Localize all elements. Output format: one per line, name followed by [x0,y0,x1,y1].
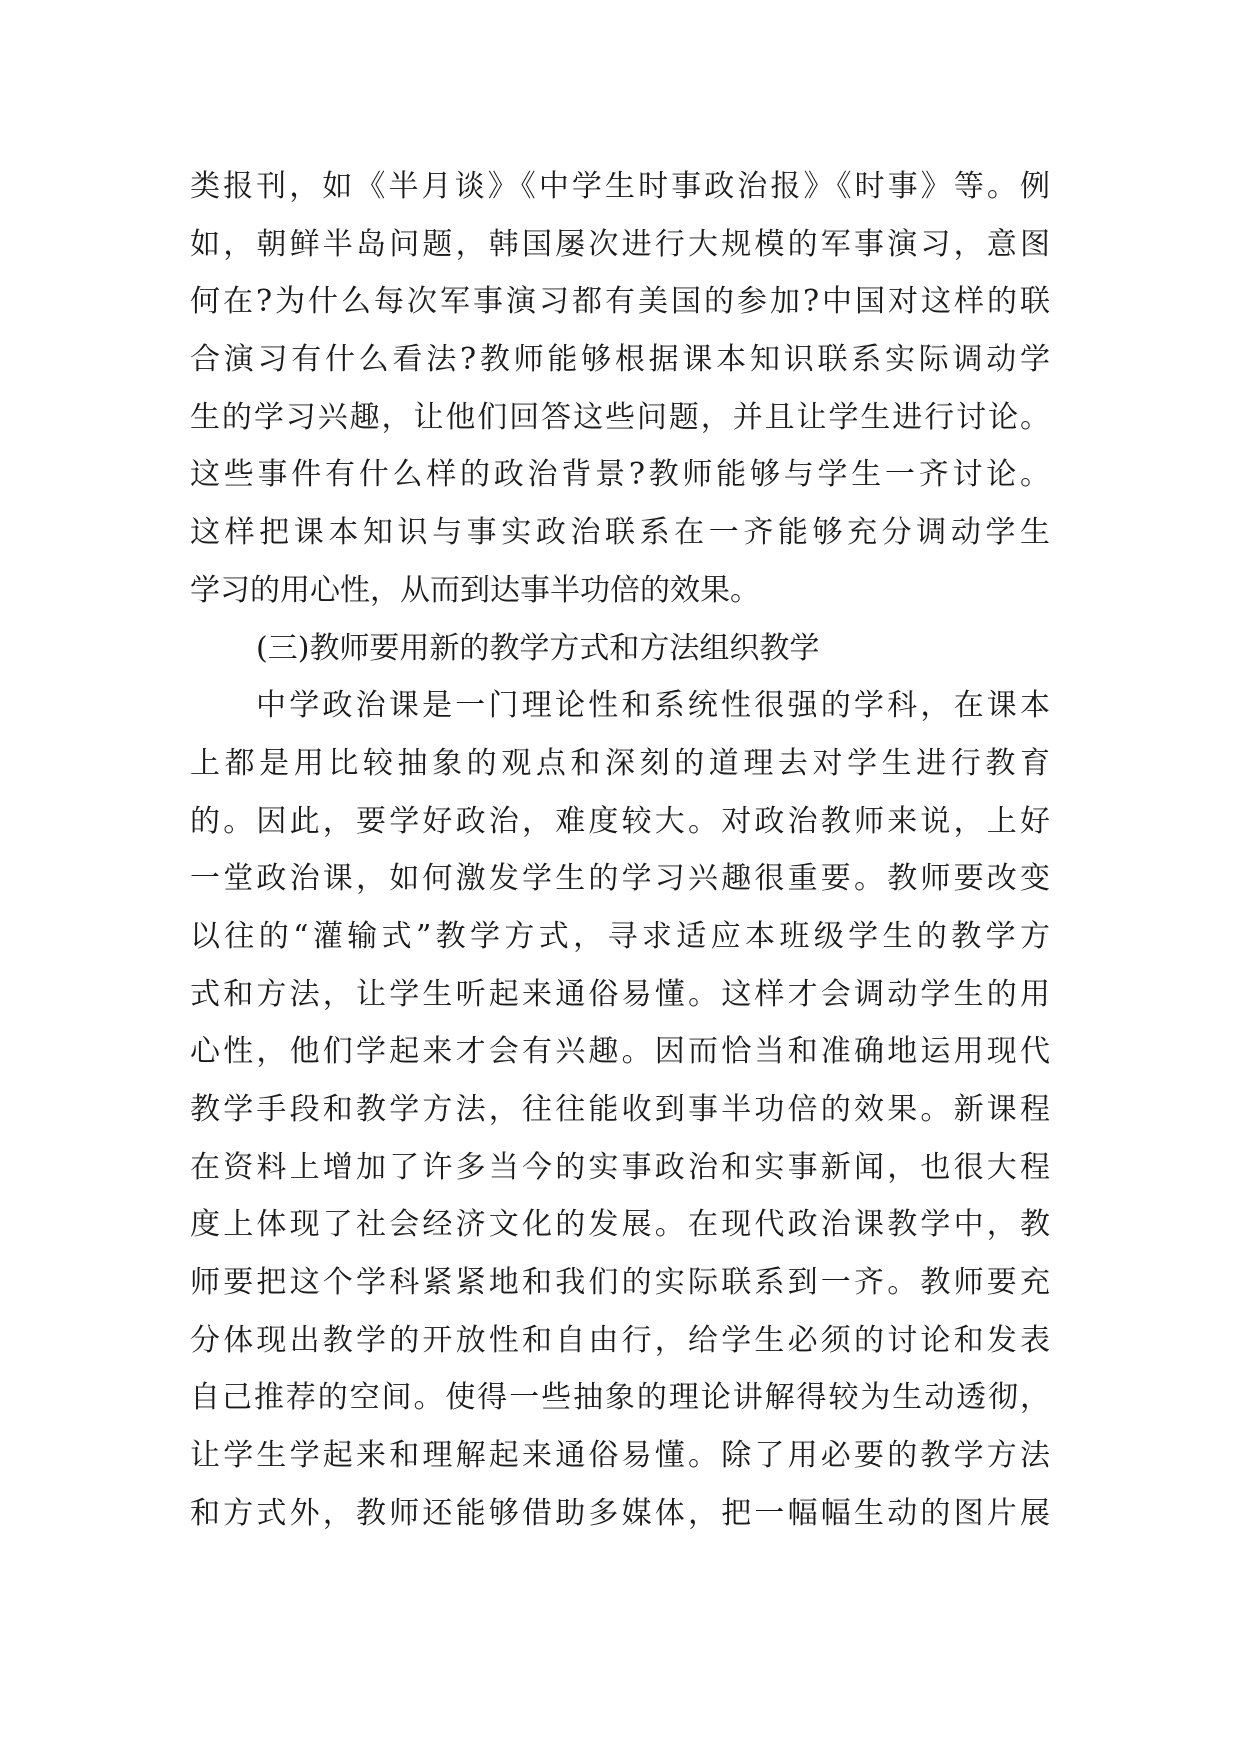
text-line-5: 生的学习兴趣，让他们回答这些问题，并且让学生进行讨论。 [190,399,1050,435]
text-line-11: 上都是用比较抽象的观点和深刻的道理去对学生进行教育 [190,745,1050,781]
text-line-23: 让学生学起来和理解起来通俗易懂。除了用必要的教学方法 [190,1438,1050,1474]
text-line-2: 如，朝鲜半岛问题，韩国屡次进行大规模的军事演习，意图 [190,226,1050,262]
text-line-4: 合演习有什么看法?教师能够根据课本知识联系实际调动学 [190,342,1050,378]
text-line-17: 教学手段和教学方法，往往能收到事半功倍的效果。新课程 [190,1092,1050,1127]
text-line-13: 一堂政治课，如何激发学生的学习兴趣很重要。教师要改变 [190,861,1050,897]
text-line-24: 和方式外，教师还能够借助多媒体，把一幅幅生动的图片展 [190,1495,1050,1531]
text-line-22: 自己推荐的空间。使得一些抽象的理论讲解得较为生动透彻， [190,1380,1050,1416]
text-line-6: 这些事件有什么样的政治背景?教师能够与学生一齐讨论。 [190,457,1050,493]
text-line-16: 心性，他们学起来才会有兴趣。因而恰当和准确地运用现代 [190,1034,1050,1070]
text-line-8: 学习的用心性，从而到达事半功倍的效果。 [190,572,760,608]
text-line-14: 以往的“灌输式”教学方式，寻求适应本班级学生的教学方 [190,918,1050,954]
text-line-20: 师要把这个学科紧紧地和我们的实际联系到一齐。教师要充 [190,1265,1050,1301]
body-text [190,158,1050,1543]
text-line-19: 度上体现了社会经济文化的发展。在现代政治课教学中，教 [190,1207,1050,1243]
text-line-12: 的。因此，要学好政治，难度较大。对政治教师来说，上好 [190,803,1050,839]
section-heading: (三)教师要用新的教学方式和方法组织教学 [256,630,820,666]
text-line-7: 这样把课本知识与事实政治联系在一齐能够充分调动学生 [190,515,1050,551]
text-line-1: 类报刊，如《半月谈》《中学生时事政治报》《时事》等。例 [190,169,1050,204]
text-line-18: 在资料上增加了许多当今的实事政治和实事新闻，也很大程 [190,1149,1050,1185]
text-line-10: 中学政治课是一门理论性和系统性很强的学科，在课本 [256,688,1050,724]
text-line-21: 分体现出教学的开放性和自由行，给学生必须的讨论和发表 [190,1322,1050,1358]
text-line-15: 式和方法，让学生听起来通俗易懂。这样才会调动学生的用 [190,976,1050,1012]
text-line-3: 何在?为什么每次军事演习都有美国的参加?中国对这样的联 [190,284,1050,320]
